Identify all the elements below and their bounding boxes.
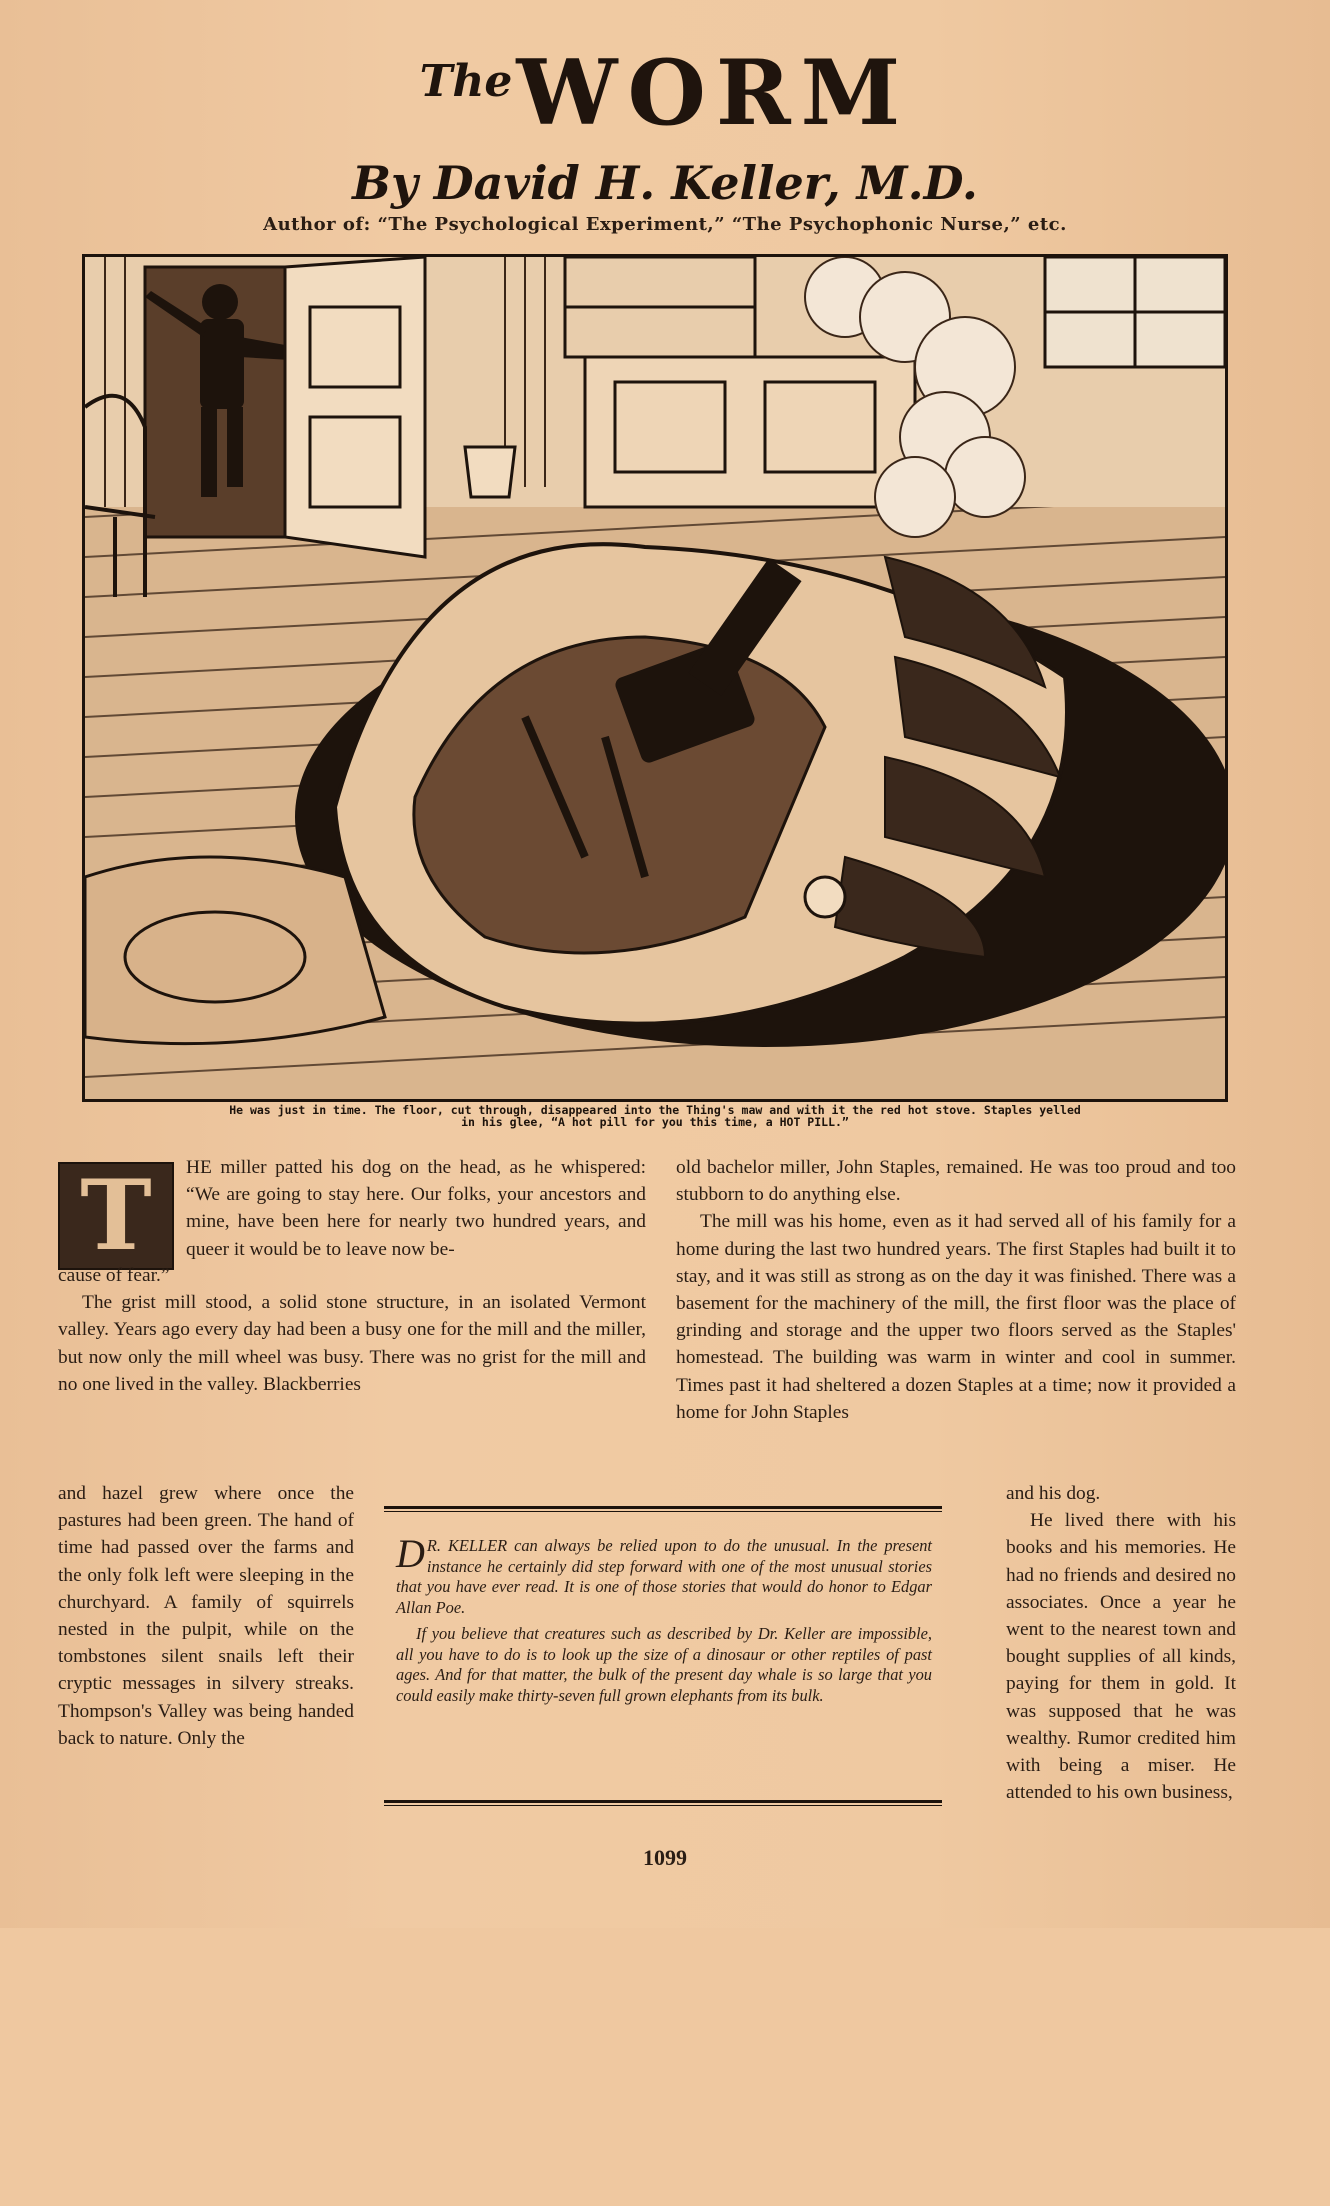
drop-cap — [58, 1159, 174, 1272]
story-title — [0, 40, 1330, 146]
title-the: The — [419, 56, 513, 107]
editor-note-text-1: R. KELLER can always be relied upon to do the unusual. In the present instance he certainly did step forward with one of the most unusual stories that you have ever read. It is one of those stories that would do honor to Edgar Allan Poe. — [396, 1536, 932, 1617]
story-right-column — [676, 1154, 1236, 1426]
story-paragraph-2-cont: and hazel grew where once the pastures had been green. The hand of time had passed over the farms and the only folk left were sleeping in the churchyard. A family of squirrels nested in the pulpit, while on the tombstones silent snails left their cryptic messages in silvery streaks. Thompson's Valley was being handed back to nature. Only the — [58, 1483, 354, 1749]
illustration-drawing — [85, 257, 1225, 1099]
bottom-rule — [384, 1800, 942, 1806]
story-left-narrow-column — [58, 1480, 354, 1752]
editor-note-initial: D — [396, 1531, 425, 1576]
editor-note — [396, 1531, 932, 1712]
editor-note-paragraph-2: If you believe that creatures such as described by Dr. Keller are impossible, all you have to do is to look up the size of a dinosaur or other reptiles of past ages. And for that matter, the bulk of the present day whale is so large that you could easily make thirty-seven full grown elephants from its bulk. — [396, 1624, 932, 1705]
title-worm: WORM — [516, 40, 911, 146]
author-previous-works: Author of: “The Psychological Experiment,” “The Psychophonic Nurse,” etc. — [263, 214, 1067, 235]
drop-cap-letter: T — [80, 1159, 152, 1272]
story-paragraph-1: HE miller patted his dog on the head, as he whispered: “We are going to stay here. Our folks, your ancestors and mine, have been here for nearly two hundred years, and queer it would be to leave now be- — [186, 1157, 646, 1260]
story-paragraph-1-end: cause of fear.” — [58, 1265, 170, 1286]
story-paragraph-5: He lived there with his books and his memories. He had no friends and desired no associates. Once a year he went to the nearest town and bought supplies of all kinds, paying for them in gold. It was supposed that he was wealthy. Rumor credited him with being a miser. He attended to his own business, — [1006, 1510, 1236, 1804]
caption-line-1: He was just in time. The floor, cut through, disappeared into the Thing's maw and with it the red hot stove. Staples yelled — [229, 1103, 1081, 1117]
story-illustration — [82, 254, 1228, 1102]
illustration-caption — [80, 1104, 1230, 1128]
story-paragraph-2: The grist mill stood, a solid stone structure, in an isolated Vermont valley. Years ago every day had been a busy one for the mill and the miller, but now only the mill wheel was busy. There was no grist for the mill and no one lived in the valley. Blackberries — [58, 1292, 646, 1395]
story-left-column — [58, 1262, 646, 1398]
story-paragraph-4-end: and his dog. — [1006, 1483, 1101, 1504]
byline: By David H. Keller, M.D. — [352, 156, 978, 210]
story-right-narrow-column — [1006, 1480, 1236, 1806]
top-rule — [384, 1506, 942, 1512]
story-paragraph-3: old bachelor miller, John Staples, remained. He was too proud and too stubborn to do anything else. — [676, 1157, 1236, 1206]
editor-note-paragraph-1 — [396, 1531, 932, 1618]
story-paragraph-4: The mill was his home, even as it had served all of his family for a home during the last two hundred years. The first Staples had built it to stay, and it was still as strong as on the day it was finished. There was a basement for the machinery of the mill, the first floor was the place of grinding and storage and the upper two floors served as the Staples' homestead. The building was warm in winter and cool in summer. Times past it had sheltered a dozen Staples at a time; now it provided a home for John Staples — [676, 1211, 1236, 1423]
story-opening — [186, 1154, 646, 1263]
page-number: 1099 — [643, 1845, 687, 1870]
caption-line-2: in his glee, “A hot pill for you this time, a HOT PILL.” — [461, 1115, 849, 1129]
